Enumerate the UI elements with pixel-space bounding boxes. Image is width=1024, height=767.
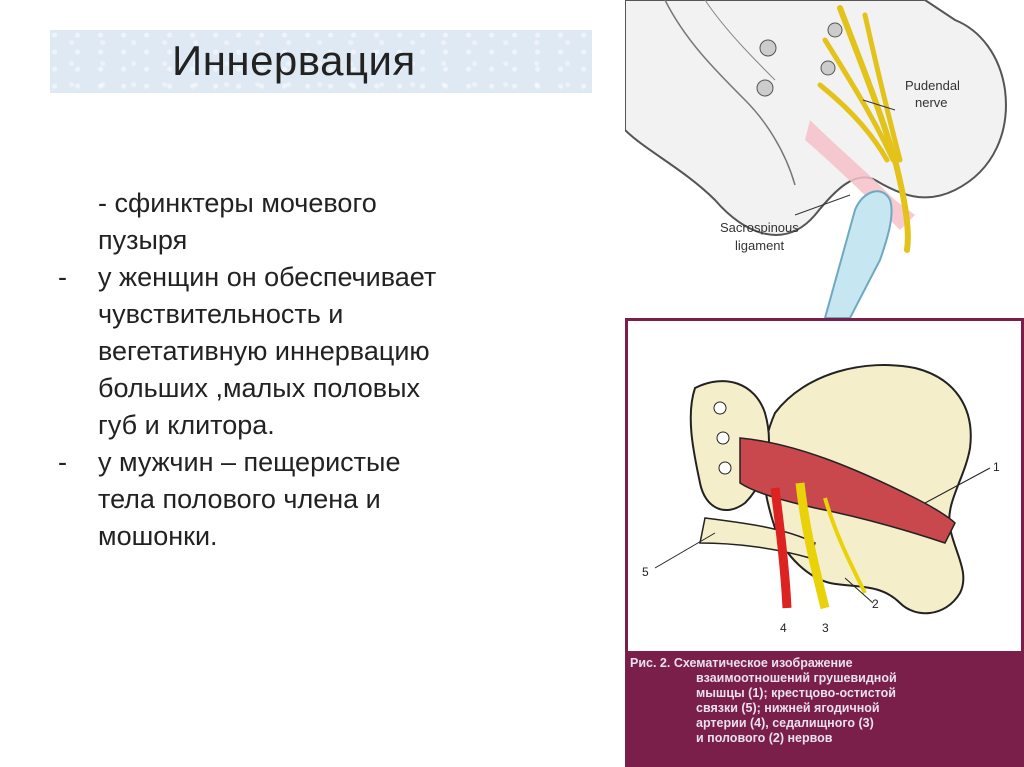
marker-4: 4 (780, 621, 787, 635)
marker-2: 2 (872, 597, 879, 611)
body-line-2: пузыря (98, 225, 188, 255)
bullet-men-line-3: мошонки. (98, 521, 218, 551)
bullet-men-line-1: у мужчин – пещеристые (98, 447, 401, 477)
caption-line-3: мышцы (1); крестцово-остистой (696, 686, 896, 700)
slide-title: Иннервация (172, 37, 416, 84)
sacral-foramen (757, 80, 773, 96)
slide-body (58, 185, 578, 555)
bullet-women (58, 259, 578, 444)
caption-line-6: и полового (2) нервов (696, 731, 833, 745)
bullet-women-line-2: чувствительность и (98, 299, 344, 329)
bullet-men (58, 444, 578, 555)
caption-line-1: Рис. 2. Схематическое изображение (630, 656, 853, 670)
marker-1: 1 (993, 460, 1000, 474)
bullet-dash: - (58, 447, 67, 477)
marker-5: 5 (642, 565, 649, 579)
sacral-foramen (760, 40, 776, 56)
body-line-1: - сфинктеры мочевого (98, 188, 377, 218)
pudendal-label-2: nerve (915, 95, 948, 110)
sacral-foramen (828, 23, 842, 37)
bullet-dash: - (58, 262, 67, 292)
sacral-foramen (821, 61, 835, 75)
figure-caption (630, 656, 1020, 746)
bullet-women-line-4: больших ,малых половых (98, 373, 421, 403)
caption-line-5: артерии (4), седалищного (3) (696, 716, 874, 730)
caption-line-2: взаимоотношений грушевидной (696, 671, 897, 685)
pudendal-nerve-illustration (625, 0, 1024, 318)
bullet-men-line-2: тела полового члена и (98, 484, 381, 514)
bullet-women-line-5: губ и клитора. (98, 410, 275, 440)
bullet-women-line-1: у женщин он обеспечивает (98, 262, 437, 292)
marker-3: 3 (822, 621, 829, 635)
pudendal-label-1: Pudendal (905, 78, 960, 93)
sacrospinous-label-2: ligament (735, 238, 785, 253)
sacrospinous-label-1: Sacrospinous (720, 220, 799, 235)
bullet-women-line-3: вегетативную иннервацию (98, 336, 430, 366)
caption-line-4: связки (5); нижней ягодичной (696, 701, 880, 715)
